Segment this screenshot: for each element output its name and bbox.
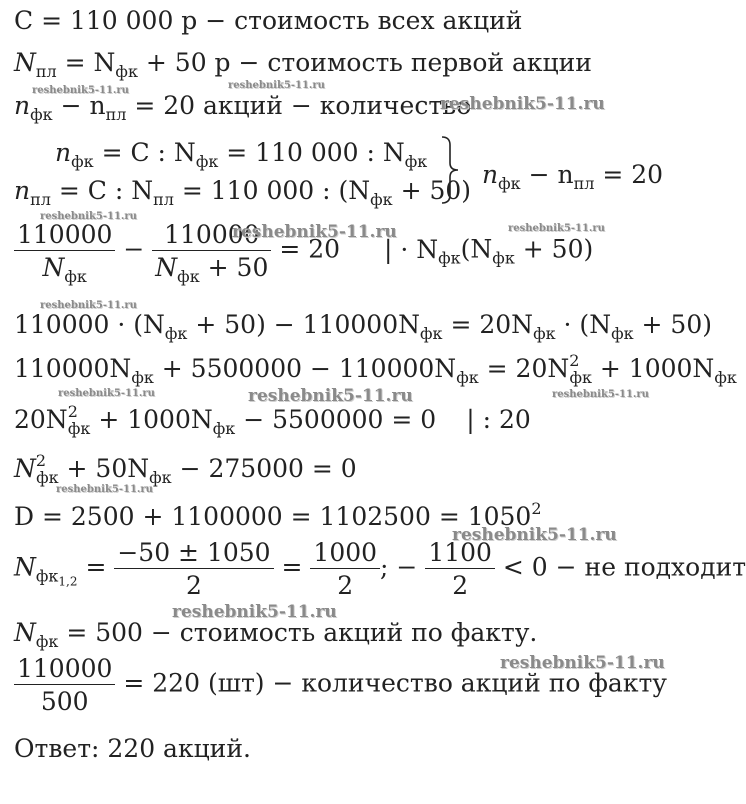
watermark: reshebnik5-11.ru <box>440 94 605 114</box>
system-brace <box>440 135 460 205</box>
watermark: reshebnik5-11.ru <box>232 222 397 242</box>
line-system-eq1: $n_{фк} = C$ : $N_{фк} = 110$ 000 : $N_{фк}$ <box>55 138 428 171</box>
watermark: reshebnik5-11.ru <box>58 388 155 399</box>
line-quadratic-1: $20N^2_{фк} + 1000N_{фк} - 5500000 = 0$ | : 20 <box>14 402 531 438</box>
fraction-root-1: $\frac{1000}{2}$ <box>310 540 380 598</box>
line-expanded-2: $110000N_{фк} + 5500000 - 110000N_{фк} = 20N^2_{фк} + 1000N_{фк}$ <box>14 351 737 387</box>
watermark: reshebnik5-11.ru <box>500 653 665 673</box>
line-quadratic-2: $N^2_{фк} + 50N_{фк} - 275000 = 0$ <box>14 451 357 487</box>
line-discriminant: $D = 2500 + 1100000 = 1102500 = 1050^2$ <box>14 499 542 531</box>
fraction-root-2: $\frac{1100}{2}$ <box>425 540 495 598</box>
line-total-cost: C = 110 000 р − стоимость всех акций <box>14 6 523 35</box>
fraction-1: $\frac{110000}{N_{фк}}$ <box>14 222 115 280</box>
watermark: reshebnik5-11.ru <box>56 484 153 495</box>
line-count-difference: $n_{фк} - n_{пл} = 20$ акций − количество <box>14 91 472 124</box>
watermark: reshebnik5-11.ru <box>552 389 649 400</box>
line-roots: $N_{фк1,2}$ = $\frac{-50 \pm 1050}{2}$ = $\frac{1000}{2}$ ; − $\frac{1100}{2}$ < 0 − не подходит <box>14 538 746 600</box>
line-answer: Ответ: 220 акций. <box>14 734 251 763</box>
line-expanded-1: $110000 \cdot (N_{фк} + 50) - 110000N_{фк} = 20N_{фк} \cdot (N_{фк} + 50)$ <box>14 310 712 343</box>
watermark: reshebnik5-11.ru <box>248 386 413 406</box>
line-actual-count: $\frac{110000}{500}$ = 220 (шт) − количество акций по факту <box>14 656 667 714</box>
watermark: reshebnik5-11.ru <box>508 223 605 234</box>
line-system-result: $n_{фк} - n_{пл} = 20$ <box>482 160 664 193</box>
watermark: reshebnik5-11.ru <box>40 300 137 311</box>
watermark: reshebnik5-11.ru <box>228 80 325 91</box>
fraction-count: $\frac{110000}{500}$ <box>14 656 115 714</box>
watermark: reshebnik5-11.ru <box>172 602 337 622</box>
line-fraction-equation: $\frac{110000}{N_{фк}}$ − $\frac{110000}{N_{фк} + 50}$ = 20 | · $N_{фк}(N_{фк} + 50)$ <box>14 222 593 280</box>
fraction-2: $\frac{110000}{N_{фк} + 50}$ <box>152 222 271 280</box>
fraction-roots: $\frac{-50 \pm 1050}{2}$ <box>114 540 273 598</box>
watermark: reshebnik5-11.ru <box>452 525 617 545</box>
line-system-eq2: $n_{пл} = C$ : $N_{пл} = 110$ 000 : $(N_{фк} + 50)$ <box>14 176 472 209</box>
watermark: reshebnik5-11.ru <box>40 211 137 222</box>
watermark: reshebnik5-11.ru <box>32 85 129 96</box>
line-first-share-cost: $N_{пл} = N_{фк} + 50$ р − стоимость первой акции <box>14 48 592 81</box>
line-actual-cost: $N_{фк} = 500$ − стоимость акций по факту. <box>14 618 538 651</box>
